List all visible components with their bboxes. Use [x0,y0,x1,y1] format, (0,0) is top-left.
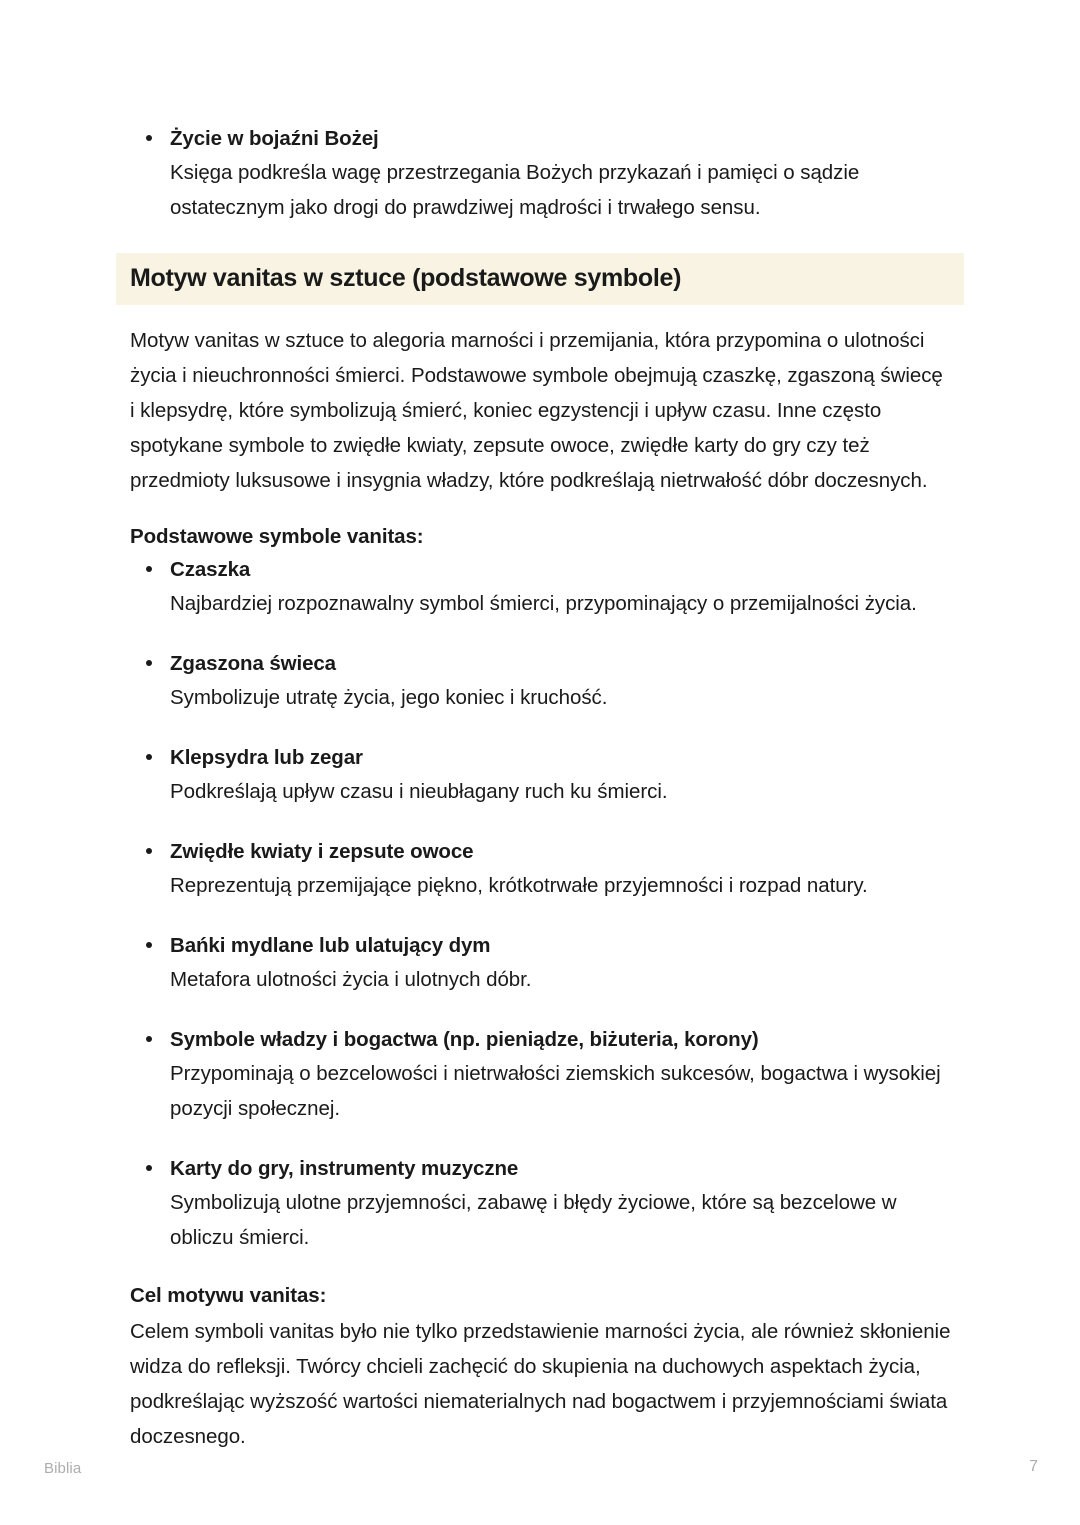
list-item-title: Zgaszona świeca [170,652,336,675]
footer-page-number: 7 [1029,1458,1038,1475]
list-item-title: Życie w bojaźni Bożej [170,127,379,150]
list-item [130,647,952,715]
list-item-title: Czaszka [170,558,251,581]
list-item [130,741,952,809]
list-item-title: Zwiędłe kwiaty i zepsute owoce [170,840,474,863]
bullet-dot-icon [146,754,152,760]
list-item [130,553,952,621]
list-item-title: Symbole władzy i bogactwa (np. pieniądze, biżuteria, korony) [170,1028,759,1051]
bullet-dot-icon [146,942,152,948]
bullet-dot-icon [146,848,152,854]
bullet-dot-icon [146,1165,152,1171]
list-item-body: Podkreślają upływ czasu i nieubłagany ruch ku śmierci. [170,780,668,803]
section-intro-paragraph: Motyw vanitas w sztuce to alegoria marności i przemijania, która przypomina o ulotności życia i nieuchronności śmierci. Podstawowe symbole obejmują czaszkę, zgaszoną świecę i klepsydrę, które symbolizują śmierć, koniec egzystencji i upływ czasu. Inne często spotykane symbole to zwiędłe kwiaty, zepsute owoce, zwiędłe karty do gry czy też przedmioty luksusowe i insygnia władzy, które podkreślają nietrwałość dóbr doczesnych. [130,329,943,492]
list-item [130,1152,952,1255]
list-item-body: Reprezentują przemijające piękno, krótkotrwałe przyjemności i rozpad natury. [170,874,868,897]
symbols-bullet-list [130,553,952,1255]
list-item-body: Symbolizuje utratę życia, jego koniec i kruchość. [170,686,608,709]
section-heading: Motyw vanitas w sztuce (podstawowe symbole) [116,253,964,305]
top-bullet-list [130,122,952,225]
list-item-title: Bańki mydlane lub ulatujący dym [170,934,491,957]
page-footer [0,1420,1080,1525]
goal-label: Cel motywu vanitas: [130,1284,327,1307]
list-item-body: Przypominają o bezcelowości i nietrwałości ziemskich sukcesów, bogactwa i wysokiej pozycji społecznej. [170,1062,941,1120]
bullet-dot-icon [146,566,152,572]
list-item-title: Karty do gry, instrumenty muzyczne [170,1157,519,1180]
bullet-dot-icon [146,660,152,666]
bullet-dot-icon [146,135,152,141]
list-item-body: Księga podkreśla wagę przestrzegania Bożych przykazań i pamięci o sądzie ostatecznym jako drogi do prawdziwej mądrości i trwałego sensu. [170,161,860,219]
list-item-body: Najbardziej rozpoznawalny symbol śmierci, przypominający o przemijalności życia. [170,592,917,615]
list-item [130,1023,952,1126]
symbols-label: Podstawowe symbole vanitas: [130,525,424,548]
list-item [130,122,952,225]
footer-source-label: Biblia [44,1460,82,1477]
bullet-dot-icon [146,1036,152,1042]
list-item-body: Symbolizują ulotne przyjemności, zabawę i błędy życiowe, które są bezcelowe w obliczu śmierci. [170,1191,897,1249]
list-item-body: Metafora ulotności życia i ulotnych dóbr. [170,968,532,991]
goal-paragraph: Celem symboli vanitas było nie tylko przedstawienie marności życia, ale również skłonienie widza do refleksji. Twórcy chcieli zachęcić do skupienia na duchowych aspektach życia, podkreślając wyższość wartości niematerialnych nad bogactwem i przyjemnościami świata doczesnego. [130,1320,951,1448]
list-item [130,835,952,903]
page-content [130,122,952,1454]
list-item-title: Klepsydra lub zegar [170,746,363,769]
list-item [130,929,952,997]
